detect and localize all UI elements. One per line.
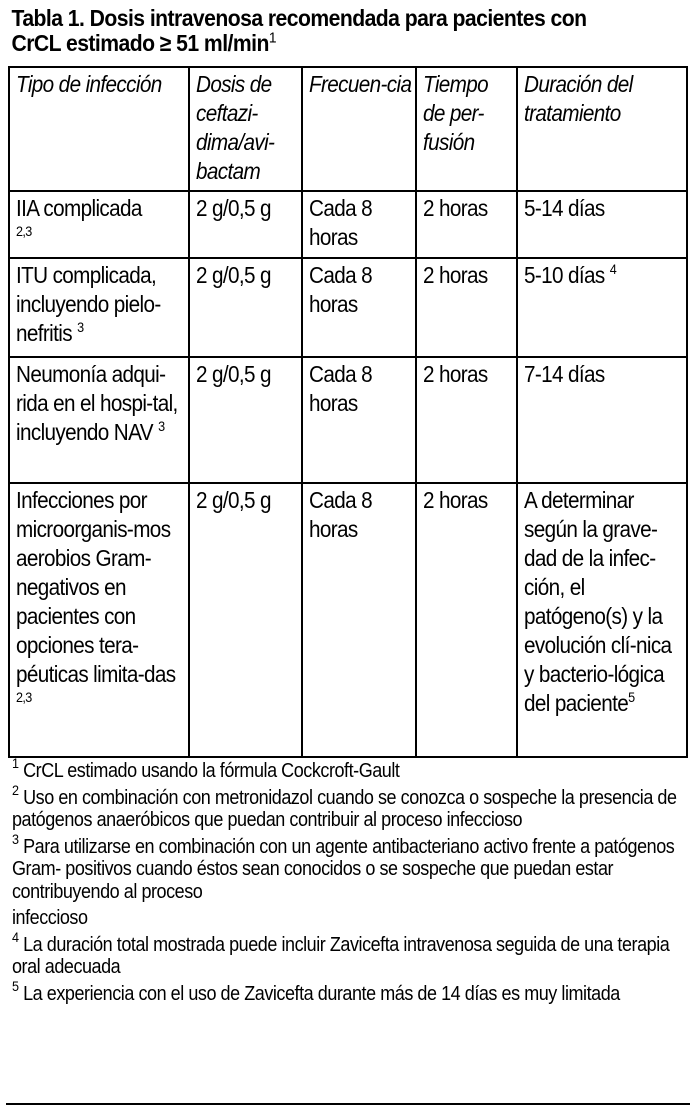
cell-infection: ITU complicada, incluyendo pielo-nefritis $^3$ [9, 258, 189, 357]
cell-duration: 7-14 días [517, 357, 687, 483]
cell-frequency: Cada 8 horas [302, 357, 416, 483]
dosing-table [8, 66, 688, 758]
footnote-text: Uso en combinación con metronidazol cuando se conozca o sospeche la presencia de patógenos anaeróbicos que puedan contribuir al proceso infeccioso [12, 786, 677, 831]
cell-infection: Infecciones por microorganis-mos aerobios Gram- negativos en pacientes con opciones tera-péuticas limita-das $^{2,3}$ [9, 483, 189, 757]
footnote-number: 3 [12, 830, 19, 847]
footnote [12, 928, 687, 979]
footnote-text: La duración total mostrada puede incluir Zavicefta intravenosa seguida de una terapia oral adecuada [12, 933, 670, 978]
footnote-text: La experiencia con el uso de Zavicefta durante más de 14 días es muy limitada [23, 982, 620, 1005]
footnote-number: 1 [12, 755, 19, 771]
bottom-rule [6, 1103, 690, 1105]
infection-footnote-ref: 2,3 [16, 223, 32, 239]
cell-dose: 2 g/0,5 g [189, 357, 303, 483]
duration-footnote-ref: 5 [628, 689, 635, 705]
header-frequency: Frecuen-cia [302, 67, 416, 191]
infection-footnote-ref: 2,3 [16, 689, 32, 705]
footnotes [12, 755, 688, 1005]
header-infusion-time: Tiempo de per-fusión [416, 67, 517, 191]
header-dose: Dosis de ceftazi-dima/avi-bactam [189, 67, 303, 191]
cell-infusion: 2 horas [416, 191, 517, 258]
cell-infection: IIA complicada $^{2,3}$ [9, 191, 189, 258]
table-title-line-2-text: CrCL estimado ≥ 51 ml/min [11, 30, 269, 56]
footnote-number: 5 [12, 977, 19, 994]
cell-infection: Neumonía adqui-rida en el hospi-tal, incluyendo NAV $^3$ [9, 357, 189, 483]
footnote-text: Para utilizarse en combinación con un agente antibacteriano activo frente a patógenos Gram- positivos cuando éstos sean conocidos o se sospeche que puedan estar contribuyendo al proceso [12, 835, 675, 903]
footnote-text: infeccioso [12, 907, 88, 929]
table-row [9, 357, 687, 483]
cell-dose: 2 g/0,5 g [189, 483, 303, 757]
table-row [9, 258, 687, 357]
footnote [12, 977, 687, 1006]
footnote [12, 781, 687, 832]
table-title-line-1: Tabla 1. Dosis intravenosa recomendada para pacientes con [11, 5, 587, 31]
footnote-number: 2 [12, 781, 19, 798]
footnote-number: 4 [12, 928, 19, 945]
cell-frequency: Cada 8 horas [302, 483, 416, 757]
table-title-footnote-ref: 1 [268, 29, 276, 47]
cell-dose: 2 g/0,5 g [189, 191, 303, 258]
infection-footnote-ref: 3 [77, 319, 84, 335]
footnote-text: CrCL estimado usando la fórmula Cockcroft-Gault [23, 760, 400, 782]
cell-infusion: 2 horas [416, 357, 517, 483]
table-row [9, 191, 687, 258]
table-row [9, 483, 687, 757]
footnote [12, 830, 687, 904]
cell-dose: 2 g/0,5 g [189, 258, 303, 357]
cell-frequency: Cada 8 horas [302, 191, 416, 258]
duration-footnote-ref: 4 [610, 261, 617, 277]
header-infection-type: Tipo de infección [9, 67, 189, 191]
infection-footnote-ref: 3 [158, 418, 165, 434]
header-treatment-duration: Duración del tratamiento [517, 67, 687, 191]
cell-infusion: 2 horas [416, 258, 517, 357]
cell-frequency: Cada 8 horas [302, 258, 416, 357]
table-header-row [9, 67, 687, 191]
cell-duration: 5-14 días [517, 191, 687, 258]
table-title-line-2 [12, 31, 693, 56]
footnote [12, 755, 687, 783]
cell-infusion: 2 horas [416, 483, 517, 757]
cell-duration: 5-10 días $^4$ [517, 258, 687, 357]
footnote-continuation [12, 907, 687, 930]
document [6, 6, 690, 1009]
table-title [6, 6, 694, 60]
cell-duration: A determinar según la grave-dad de la infec-ción, el patógeno(s) y la evolución clí-nica y bacterio-lógica del paciente$^5$ [517, 483, 687, 757]
